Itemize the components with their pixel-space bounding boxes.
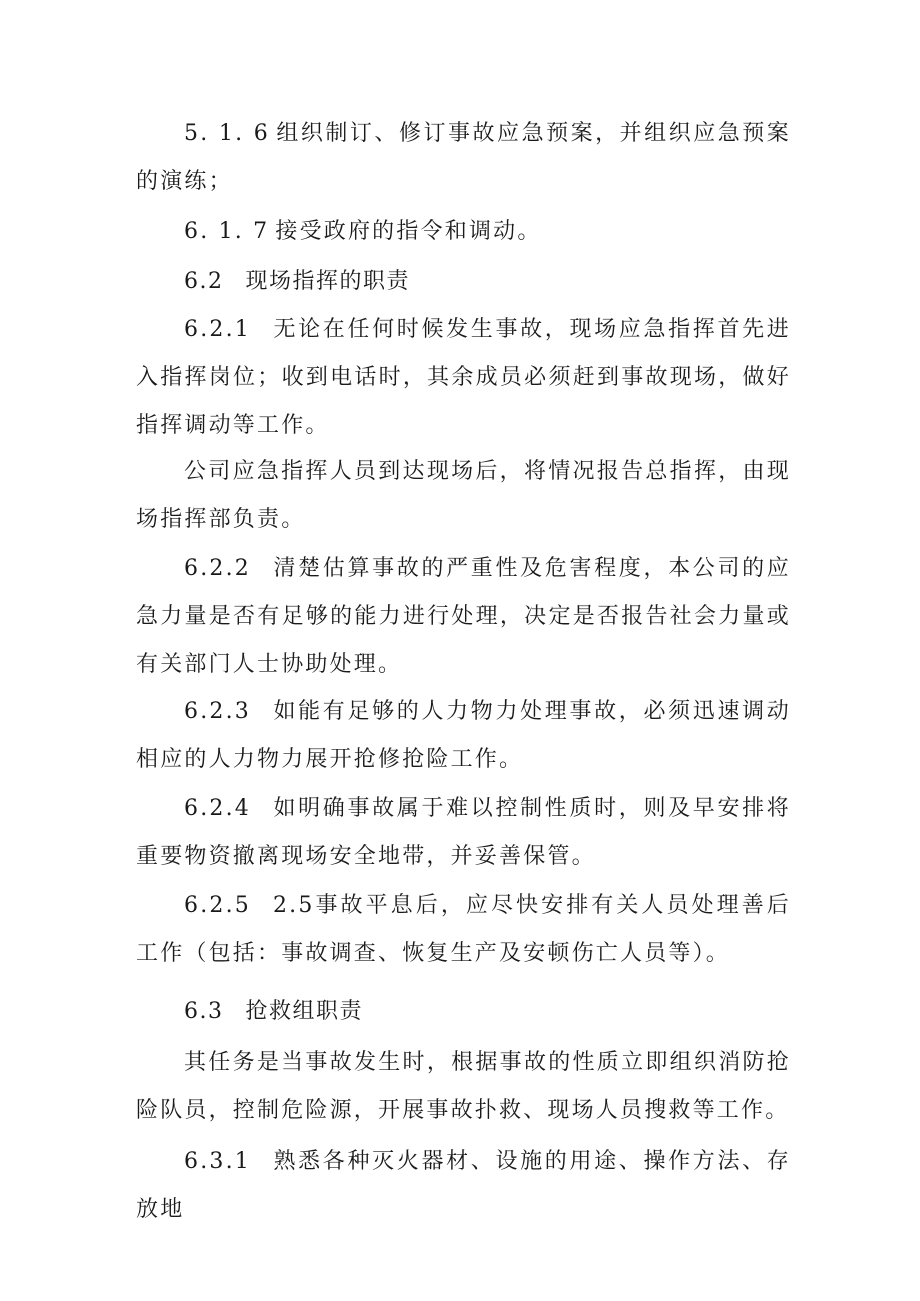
section-title: 现场指挥的职责: [245, 269, 411, 294]
clause-text: 接受政府的指令和调动。: [275, 219, 542, 244]
heading-6-2: [136, 258, 791, 306]
paragraph-6-2-1: [136, 306, 791, 450]
clause-number: 6.2.3: [184, 699, 251, 724]
clause-text: 熟悉各种灭火器材、设施的用途、操作方法、存放地: [136, 1149, 791, 1222]
clause-number: 6.2.2: [184, 556, 251, 581]
clause-text: 2.5事故平息后，应尽快安排有关人员处理善后工作（包括：事故调查、恢复生产及安顿伤亡人员等）。: [136, 893, 791, 966]
clause-number: 6.2.1: [184, 317, 251, 342]
clause-number: 6.2.5: [184, 893, 251, 918]
paragraph-6-3-1: [136, 1138, 791, 1234]
body-text: 其任务是当事故发生时，根据事故的性质立即组织消防抢险队员，控制危险源，开展事故扑救、现场人员搜救等工作。: [136, 1050, 791, 1123]
paragraph-command-report: [136, 448, 791, 544]
section-title: 抢救组职责: [245, 999, 364, 1024]
paragraph-6-1-7: [136, 208, 791, 256]
clause-number: 6.3.1: [184, 1149, 251, 1174]
paragraph-6-2-5: [136, 882, 791, 978]
body-text: 公司应急指挥人员到达现场后，将情况报告总指挥，由现场指挥部负责。: [136, 459, 791, 532]
clause-text: 无论在任何时候发生事故，现场应急指挥首先进入指挥岗位；收到电话时，其余成员必须赶到事故现场，做好指挥调动等工作。: [136, 317, 791, 438]
heading-6-3: [136, 988, 791, 1036]
clause-number: 6. 1. 7: [184, 219, 270, 244]
paragraph-6-2-3: [136, 688, 791, 784]
paragraph-rescue-task: [136, 1039, 791, 1135]
clause-number: 6.2.4: [184, 796, 251, 821]
clause-text: 组织制订、修订事故应急预案，并组织应急预案的演练；: [136, 121, 791, 194]
paragraph-6-2-2: [136, 545, 791, 689]
clause-text: 如能有足够的人力物力处理事故，必须迅速调动相应的人力物力展开抢修抢险工作。: [136, 699, 791, 772]
section-number: 6.3: [184, 999, 224, 1024]
clause-text: 如明确事故属于难以控制性质时，则及早安排将重要物资撤离现场安全地带，并妥善保管。: [136, 796, 791, 869]
section-number: 6.2: [184, 269, 224, 294]
paragraph-5-1-6: [136, 110, 791, 206]
clause-number: 5. 1. 6: [184, 121, 271, 146]
clause-text: 清楚估算事故的严重性及危害程度，本公司的应急力量是否有足够的能力进行处理，决定是否报告社会力量或有关部门人士协助处理。: [136, 556, 791, 677]
paragraph-6-2-4: [136, 785, 791, 881]
